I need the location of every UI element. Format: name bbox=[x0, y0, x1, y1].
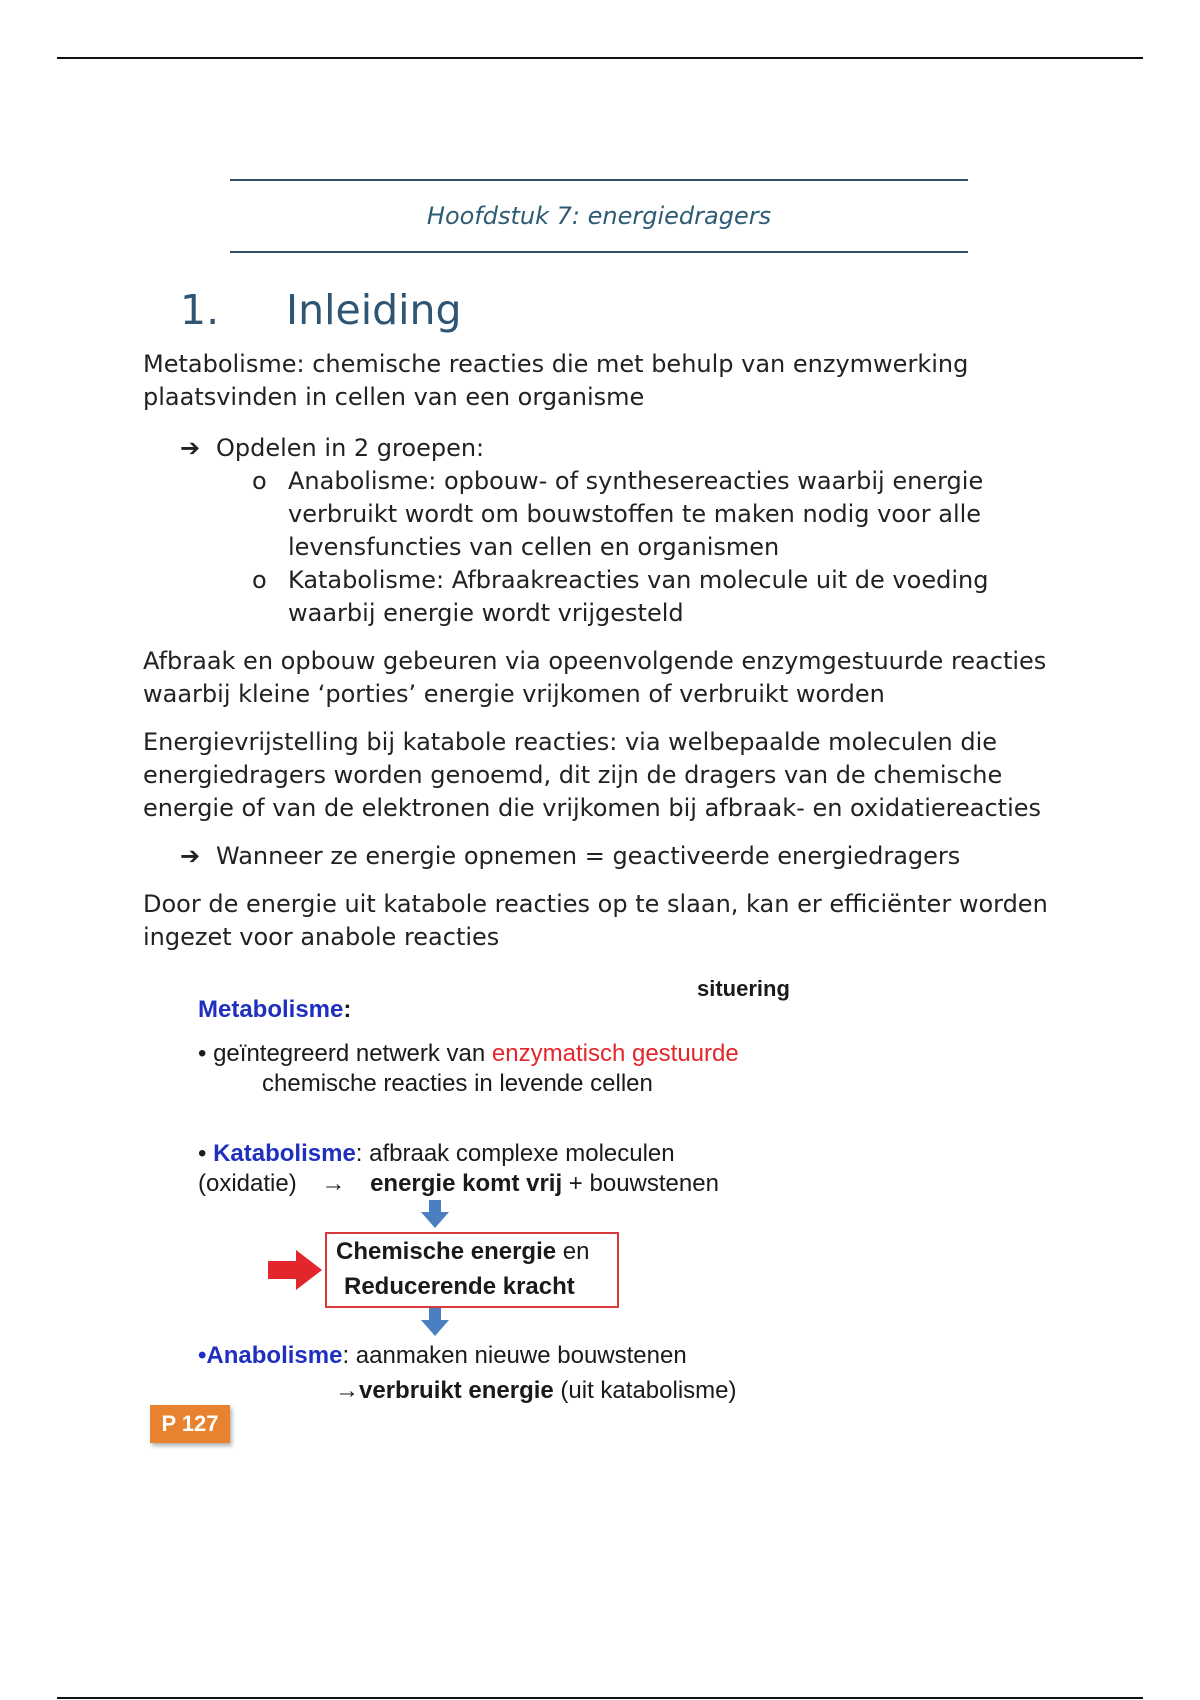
metabolisme-slide bbox=[150, 960, 800, 1460]
paragraph-metabolisme: Metabolisme: chemische reacties die met behulp van enzymwerking plaatsvinden in cellen van een organisme bbox=[143, 350, 969, 411]
arrow-item-text: Wanneer ze energie opnemen = geactiveerde energiedragers bbox=[216, 842, 961, 870]
arrow-item-text: Opdelen in 2 groepen: bbox=[216, 434, 485, 462]
arrow-icon: ➔ bbox=[180, 842, 201, 870]
paragraph-afbraak: Afbraak en opbouw gebeuren via opeenvolgende enzymgestuurde reacties waarbij kleine ‘porties’ energie vrijkomen of verbruikt worden bbox=[143, 647, 1047, 708]
down-arrow-icon bbox=[420, 1308, 450, 1338]
slide-line-katabolisme bbox=[198, 1140, 675, 1168]
top-rule bbox=[57, 57, 1143, 59]
paragraph-efficienter: Door de energie uit katabole reacties op te slaan, kan er efficiënter worden ingezet voor anabole reacties bbox=[143, 890, 1048, 951]
bullet-icon: o bbox=[252, 467, 267, 495]
arrow-right-icon: → bbox=[321, 1170, 346, 1197]
box-line1-bold: Chemische energie bbox=[336, 1238, 557, 1265]
box-line1 bbox=[336, 1238, 589, 1266]
slide-situering: situering bbox=[697, 976, 790, 1001]
bullet-dot: • bbox=[198, 1342, 207, 1369]
section-heading bbox=[180, 286, 462, 334]
slide-line-verbruikt bbox=[335, 1377, 736, 1405]
line1-red-text: enzymatisch gestuurde bbox=[491, 1040, 739, 1067]
slide-metabolisme-heading bbox=[198, 996, 351, 1024]
arrow-right-icon: → bbox=[335, 1377, 359, 1404]
bullet-dot: • bbox=[198, 1040, 207, 1067]
anabolisme-label: Anabolisme bbox=[206, 1342, 343, 1369]
energie-vrij-text: energie komt vrij bbox=[370, 1170, 563, 1197]
paragraph-energievrijstelling: Energievrijstelling bij katabole reacties: via welbepaalde moleculen die energiedragers worden genoemd, dit zijn de dragers van de chemische energie of van de elektronen die vrijkomen bij afbraak- en oxidatiereacties bbox=[143, 728, 1042, 822]
page-badge: P 127 bbox=[150, 1405, 230, 1443]
katabolisme-label: Katabolisme bbox=[213, 1140, 356, 1167]
line1-text: geïntegreerd netwerk van bbox=[213, 1040, 492, 1067]
uit-katabolisme-text: (uit katabolisme) bbox=[553, 1377, 737, 1404]
bullet-icon: o bbox=[252, 566, 267, 594]
arrow-item-geactiveerd bbox=[180, 840, 960, 873]
katabolisme-rest: : afbraak complexe moleculen bbox=[355, 1140, 675, 1167]
bouwstenen-text: + bouwstenen bbox=[562, 1170, 719, 1197]
slide-line-netwerk bbox=[198, 1040, 739, 1068]
chapter-title-box bbox=[230, 179, 968, 253]
anabolisme-rest: : aanmaken nieuwe bouwstenen bbox=[342, 1342, 687, 1369]
box-line1-rest: en bbox=[556, 1238, 590, 1265]
energy-box bbox=[325, 1232, 619, 1308]
colon: : bbox=[343, 996, 352, 1023]
list-item-katabolisme bbox=[252, 564, 1022, 630]
bullet-dot: • bbox=[198, 1140, 207, 1167]
box-line2: Reducerende kracht bbox=[344, 1273, 575, 1300]
verbruikt-text: verbruikt energie bbox=[359, 1377, 554, 1404]
list-item-anabolisme bbox=[252, 465, 1022, 564]
section-number: 1. bbox=[180, 286, 220, 334]
list-item-text: Katabolisme: Afbraakreacties van molecule uit de voeding waarbij energie wordt vrijgesteld bbox=[288, 566, 989, 627]
red-arrow-icon bbox=[268, 1250, 324, 1290]
arrow-icon: ➔ bbox=[180, 434, 201, 462]
slide-line-chemische: chemische reacties in levende cellen bbox=[262, 1070, 653, 1097]
bottom-rule bbox=[57, 1697, 1143, 1699]
section-title: Inleiding bbox=[286, 286, 462, 334]
chapter-title: Hoofdstuk 7: energiedragers bbox=[426, 202, 772, 230]
metabolisme-label: Metabolisme bbox=[198, 996, 344, 1023]
slide-line-oxidatie bbox=[198, 1170, 719, 1198]
list-item-text: Anabolisme: opbouw- of synthesereacties waarbij energie verbruikt wordt om bouwstoffen te maken nodig voor alle levensfuncties van cellen en organismen bbox=[288, 467, 984, 561]
arrow-item-opdelen bbox=[180, 432, 484, 465]
down-arrow-icon bbox=[420, 1200, 450, 1230]
slide-line-anabolisme bbox=[198, 1342, 687, 1370]
oxidatie-text: (oxidatie) bbox=[198, 1170, 297, 1197]
